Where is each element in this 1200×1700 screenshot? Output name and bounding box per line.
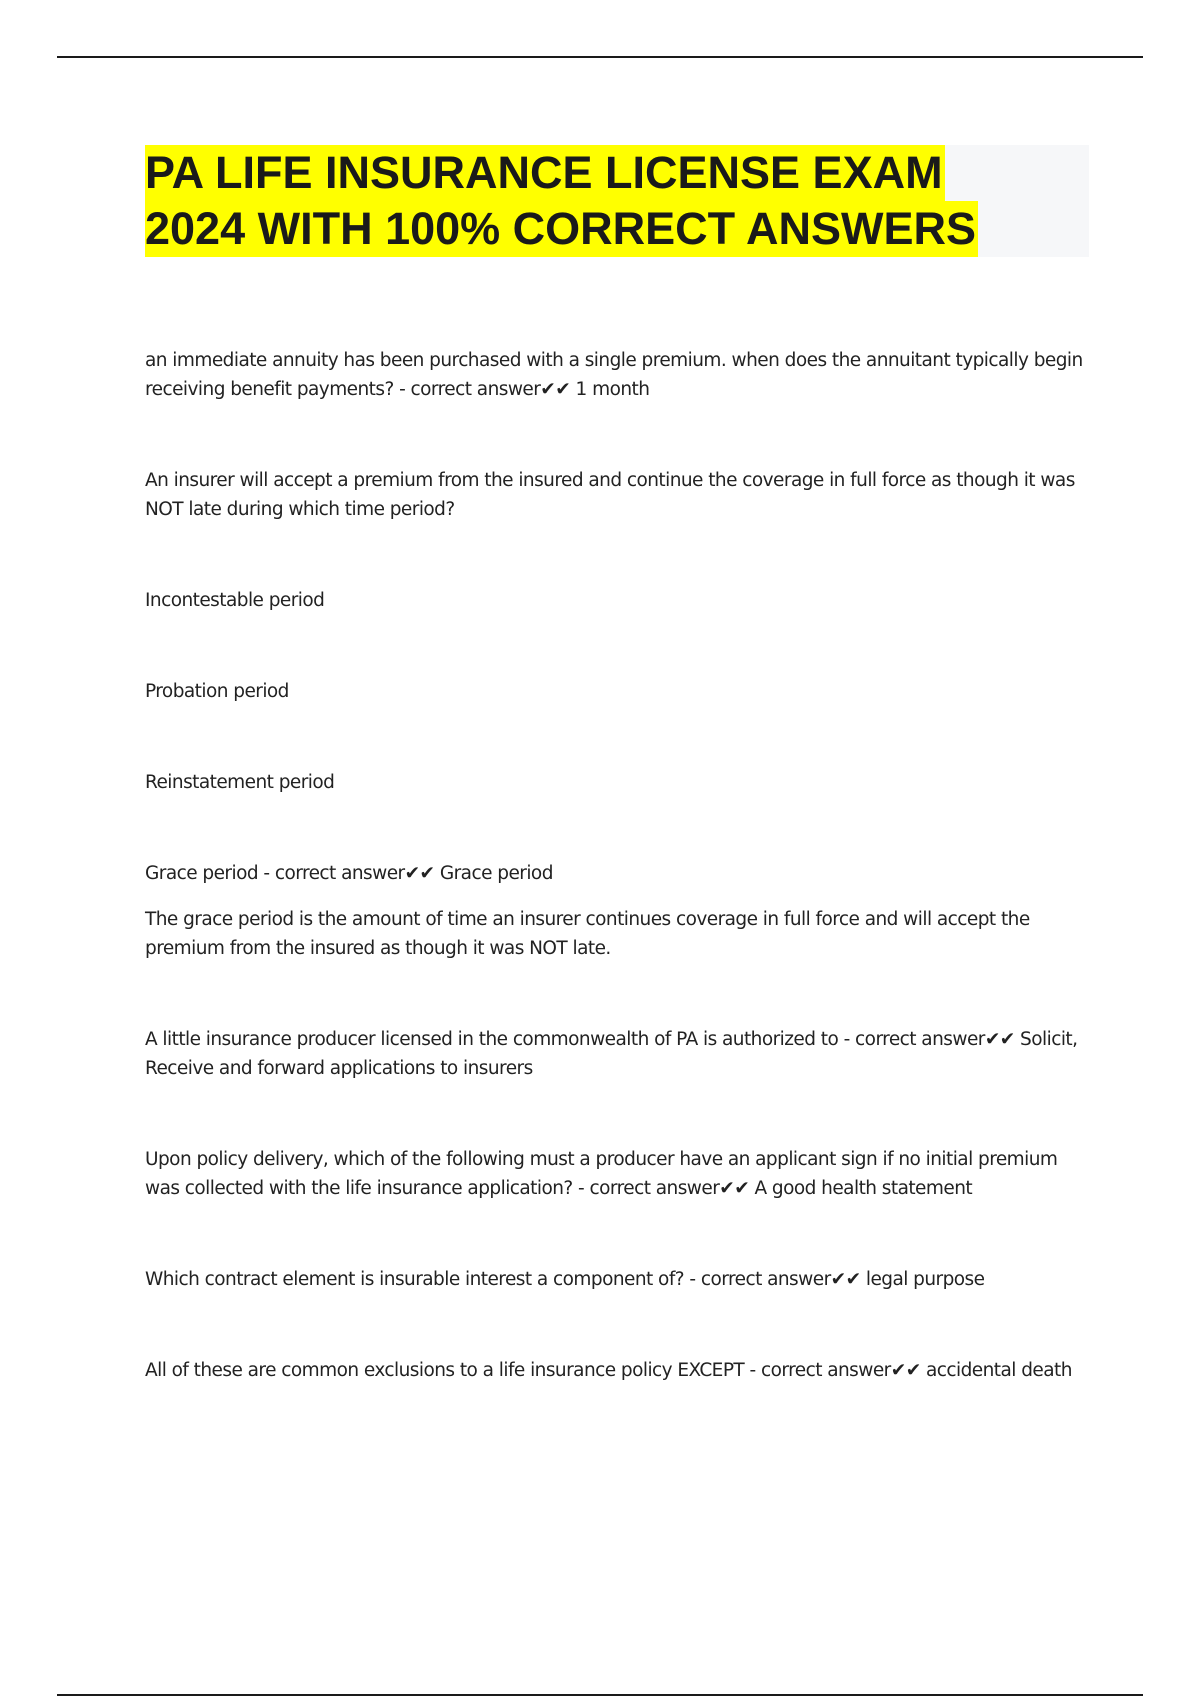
option-grace-answer: Grace period - correct answer✔✔ Grace period — [145, 863, 553, 884]
document-title — [145, 145, 1089, 257]
option-probation: Probation period — [145, 681, 289, 702]
question-common-exclusions: All of these are common exclusions to a life insurance policy EXCEPT - correct answer✔✔ accidental death — [145, 1360, 1072, 1381]
grace-period-explanation: The grace period is the amount of time an insurer continues coverage in full force and will accept the premium from the insured as though it was NOT late. — [145, 909, 1030, 959]
title-line-1: PA LIFE INSURANCE LICENSE EXAM — [145, 145, 945, 201]
bottom-rule — [57, 1694, 1143, 1696]
question-grace-period: An insurer will accept a premium from the insured and continue the coverage in full force as though it was NOT late during which time period? — [145, 470, 1075, 520]
question-annuity: an immediate annuity has been purchased with a single premium. when does the annuitant typically begin receiving benefit payments? - correct answer✔✔ 1 month — [145, 350, 1083, 400]
question-policy-delivery: Upon policy delivery, which of the following must a producer have an applicant sign if no initial premium was collected with the life insurance application? - correct answer✔✔ A good health statement — [145, 1149, 1058, 1199]
top-rule — [57, 56, 1143, 58]
question-insurable-interest: Which contract element is insurable interest a component of? - correct answer✔✔ legal purpose — [145, 1269, 985, 1290]
option-reinstatement: Reinstatement period — [145, 772, 335, 793]
question-producer-authority: A little insurance producer licensed in the commonwealth of PA is authorized to - correct answer✔✔ Solicit, Receive and forward applications to insurers — [145, 1029, 1078, 1079]
option-incontestable: Incontestable period — [145, 590, 325, 611]
title-line-2: 2024 WITH 100% CORRECT ANSWERS — [145, 201, 978, 257]
